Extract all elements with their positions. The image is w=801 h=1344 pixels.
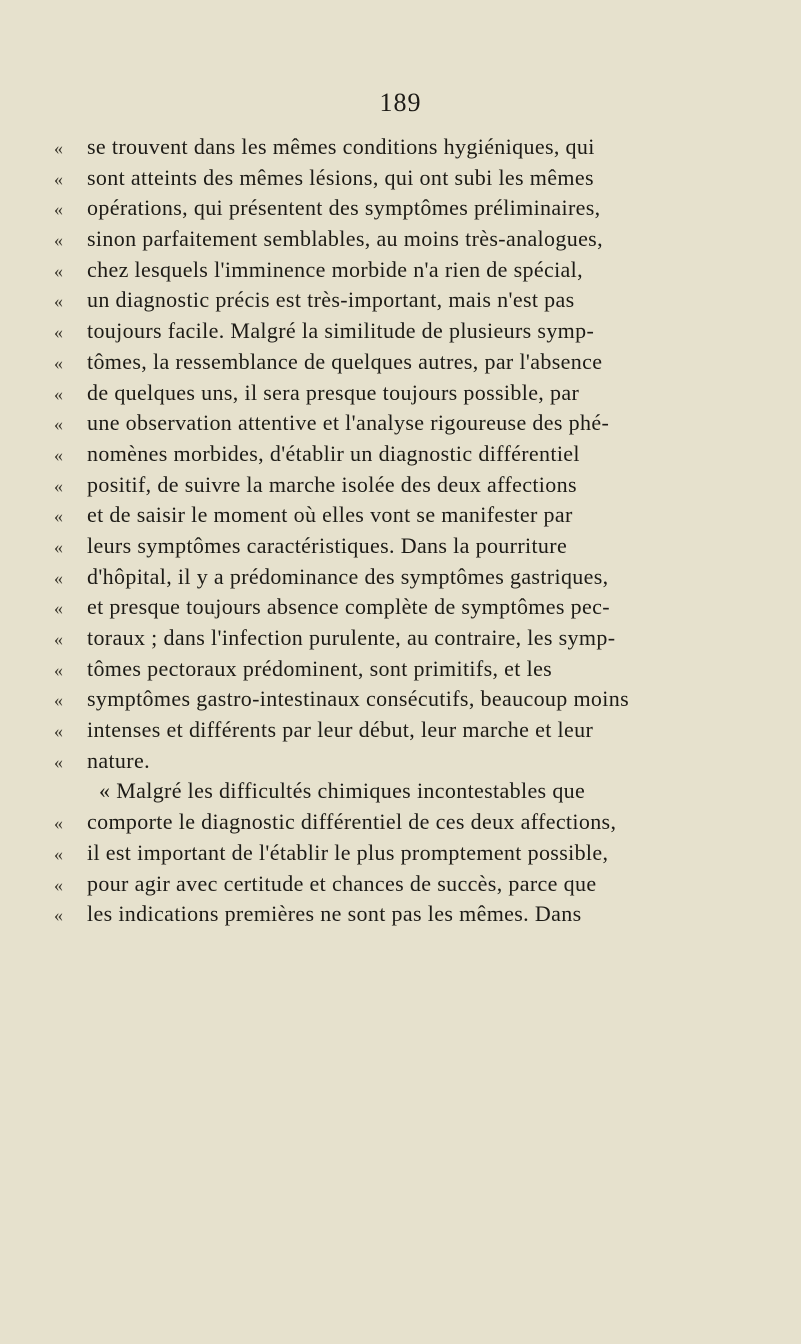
line-text: et de saisir le moment où elles vont se manifester par [87, 502, 573, 528]
quote-mark: « [54, 751, 63, 772]
quote-mark: « [54, 843, 63, 864]
line-text: tômes, la ressemblance de quelques autres, par l'absence [87, 348, 603, 374]
quote-mark: « [54, 199, 63, 220]
line-text: symptômes gastro-intestinaux consécutifs, beaucoup moins [87, 686, 630, 712]
line-text: toujours facile. Malgré la similitude de plusieurs symp- [87, 318, 595, 344]
quote-mark: « [54, 322, 63, 343]
text-line [54, 531, 754, 562]
text-line [54, 439, 754, 470]
line-text: de quelques uns, il sera presque toujours possible, par [87, 379, 580, 405]
text-line [54, 654, 754, 685]
text-line [54, 684, 754, 715]
quote-mark: « [54, 813, 63, 834]
line-text: positif, de suivre la marche isolée des deux affections [87, 471, 577, 497]
line-text: nature. [87, 747, 150, 773]
text-line [54, 838, 754, 869]
line-text: une observation attentive et l'analyse rigoureuse des phé- [87, 410, 610, 436]
text-line [54, 408, 754, 439]
line-text: toraux ; dans l'infection purulente, au contraire, les symp- [87, 625, 616, 650]
text-line [54, 378, 754, 409]
quote-mark: « [54, 629, 63, 649]
text-line [54, 899, 754, 930]
text-line [54, 746, 754, 777]
quote-mark: « [54, 168, 63, 189]
line-text: opérations, qui présentent des symptômes préliminaires, [87, 195, 601, 221]
text-line [54, 316, 754, 347]
text-line [54, 500, 754, 531]
quote-mark: « [54, 598, 63, 619]
text-line [54, 224, 754, 255]
text-line [54, 623, 754, 654]
text-line [54, 562, 754, 593]
quote-mark: « [54, 475, 63, 496]
quote-mark: « [54, 905, 63, 926]
text-line [54, 807, 754, 838]
line-text: et presque toujours absence complète de symptômes pec- [87, 594, 610, 620]
quote-mark: « [54, 444, 63, 465]
text-line [54, 347, 754, 378]
line-text: sont atteints des mêmes lésions, qui ont subi les mêmes [87, 164, 594, 190]
text-line [54, 285, 754, 316]
line-text: sinon parfaitement semblables, au moins très-analogues, [87, 226, 603, 252]
quote-mark: « [54, 721, 63, 742]
line-text: un diagnostic précis est très-important, mais n'est pas [87, 287, 575, 313]
line-text: pour agir avec certitude et chances de succès, parce que [87, 870, 597, 896]
line-text: comporte le diagnostic différentiel de ces deux affections, [87, 809, 617, 835]
quote-mark: « [54, 659, 63, 680]
line-text: intenses et différents par leur début, leur marche et leur [87, 717, 594, 743]
quote-mark: « [54, 352, 63, 373]
line-text: leurs symptômes caractéristiques. Dans la pourriture [87, 532, 568, 558]
quote-mark: « [54, 690, 63, 711]
text-line [54, 715, 754, 746]
quote-mark: « [54, 536, 63, 557]
quote-mark: « [54, 506, 63, 527]
line-text: d'hôpital, il y a prédominance des symptômes gastriques, [87, 563, 609, 589]
text-line [54, 592, 754, 623]
text-line [54, 163, 754, 194]
quote-mark: « [54, 260, 63, 281]
page-number: 189 [379, 88, 422, 117]
paragraph-start-line [54, 776, 754, 807]
text-line [54, 470, 754, 501]
body-text [54, 132, 754, 930]
line-text: « Malgré les difficultés chimiques incontestables que [99, 778, 586, 804]
text-line [54, 255, 754, 286]
line-text: chez lesquels l'imminence morbide n'a rien de spécial, [87, 256, 583, 282]
text-line [54, 869, 754, 900]
quote-mark: « [54, 567, 63, 588]
line-text: nomènes morbides, d'établir un diagnostic différentiel [87, 440, 580, 466]
line-text: il est important de l'établir le plus promptement possible, [87, 839, 609, 865]
quote-mark: « [54, 138, 63, 158]
quote-mark: « [54, 414, 63, 435]
quote-mark: « [54, 874, 63, 895]
line-text: tômes pectoraux prédominent, sont primitifs, et les [87, 655, 553, 681]
line-text: les indications premières ne sont pas les mêmes. Dans [87, 901, 582, 927]
quote-mark: « [54, 383, 63, 404]
quote-mark: « [54, 291, 63, 312]
line-text: se trouvent dans les mêmes conditions hygiéniques, qui [87, 134, 595, 159]
text-line [54, 193, 754, 224]
quote-mark: « [54, 230, 63, 251]
text-line [54, 132, 754, 163]
